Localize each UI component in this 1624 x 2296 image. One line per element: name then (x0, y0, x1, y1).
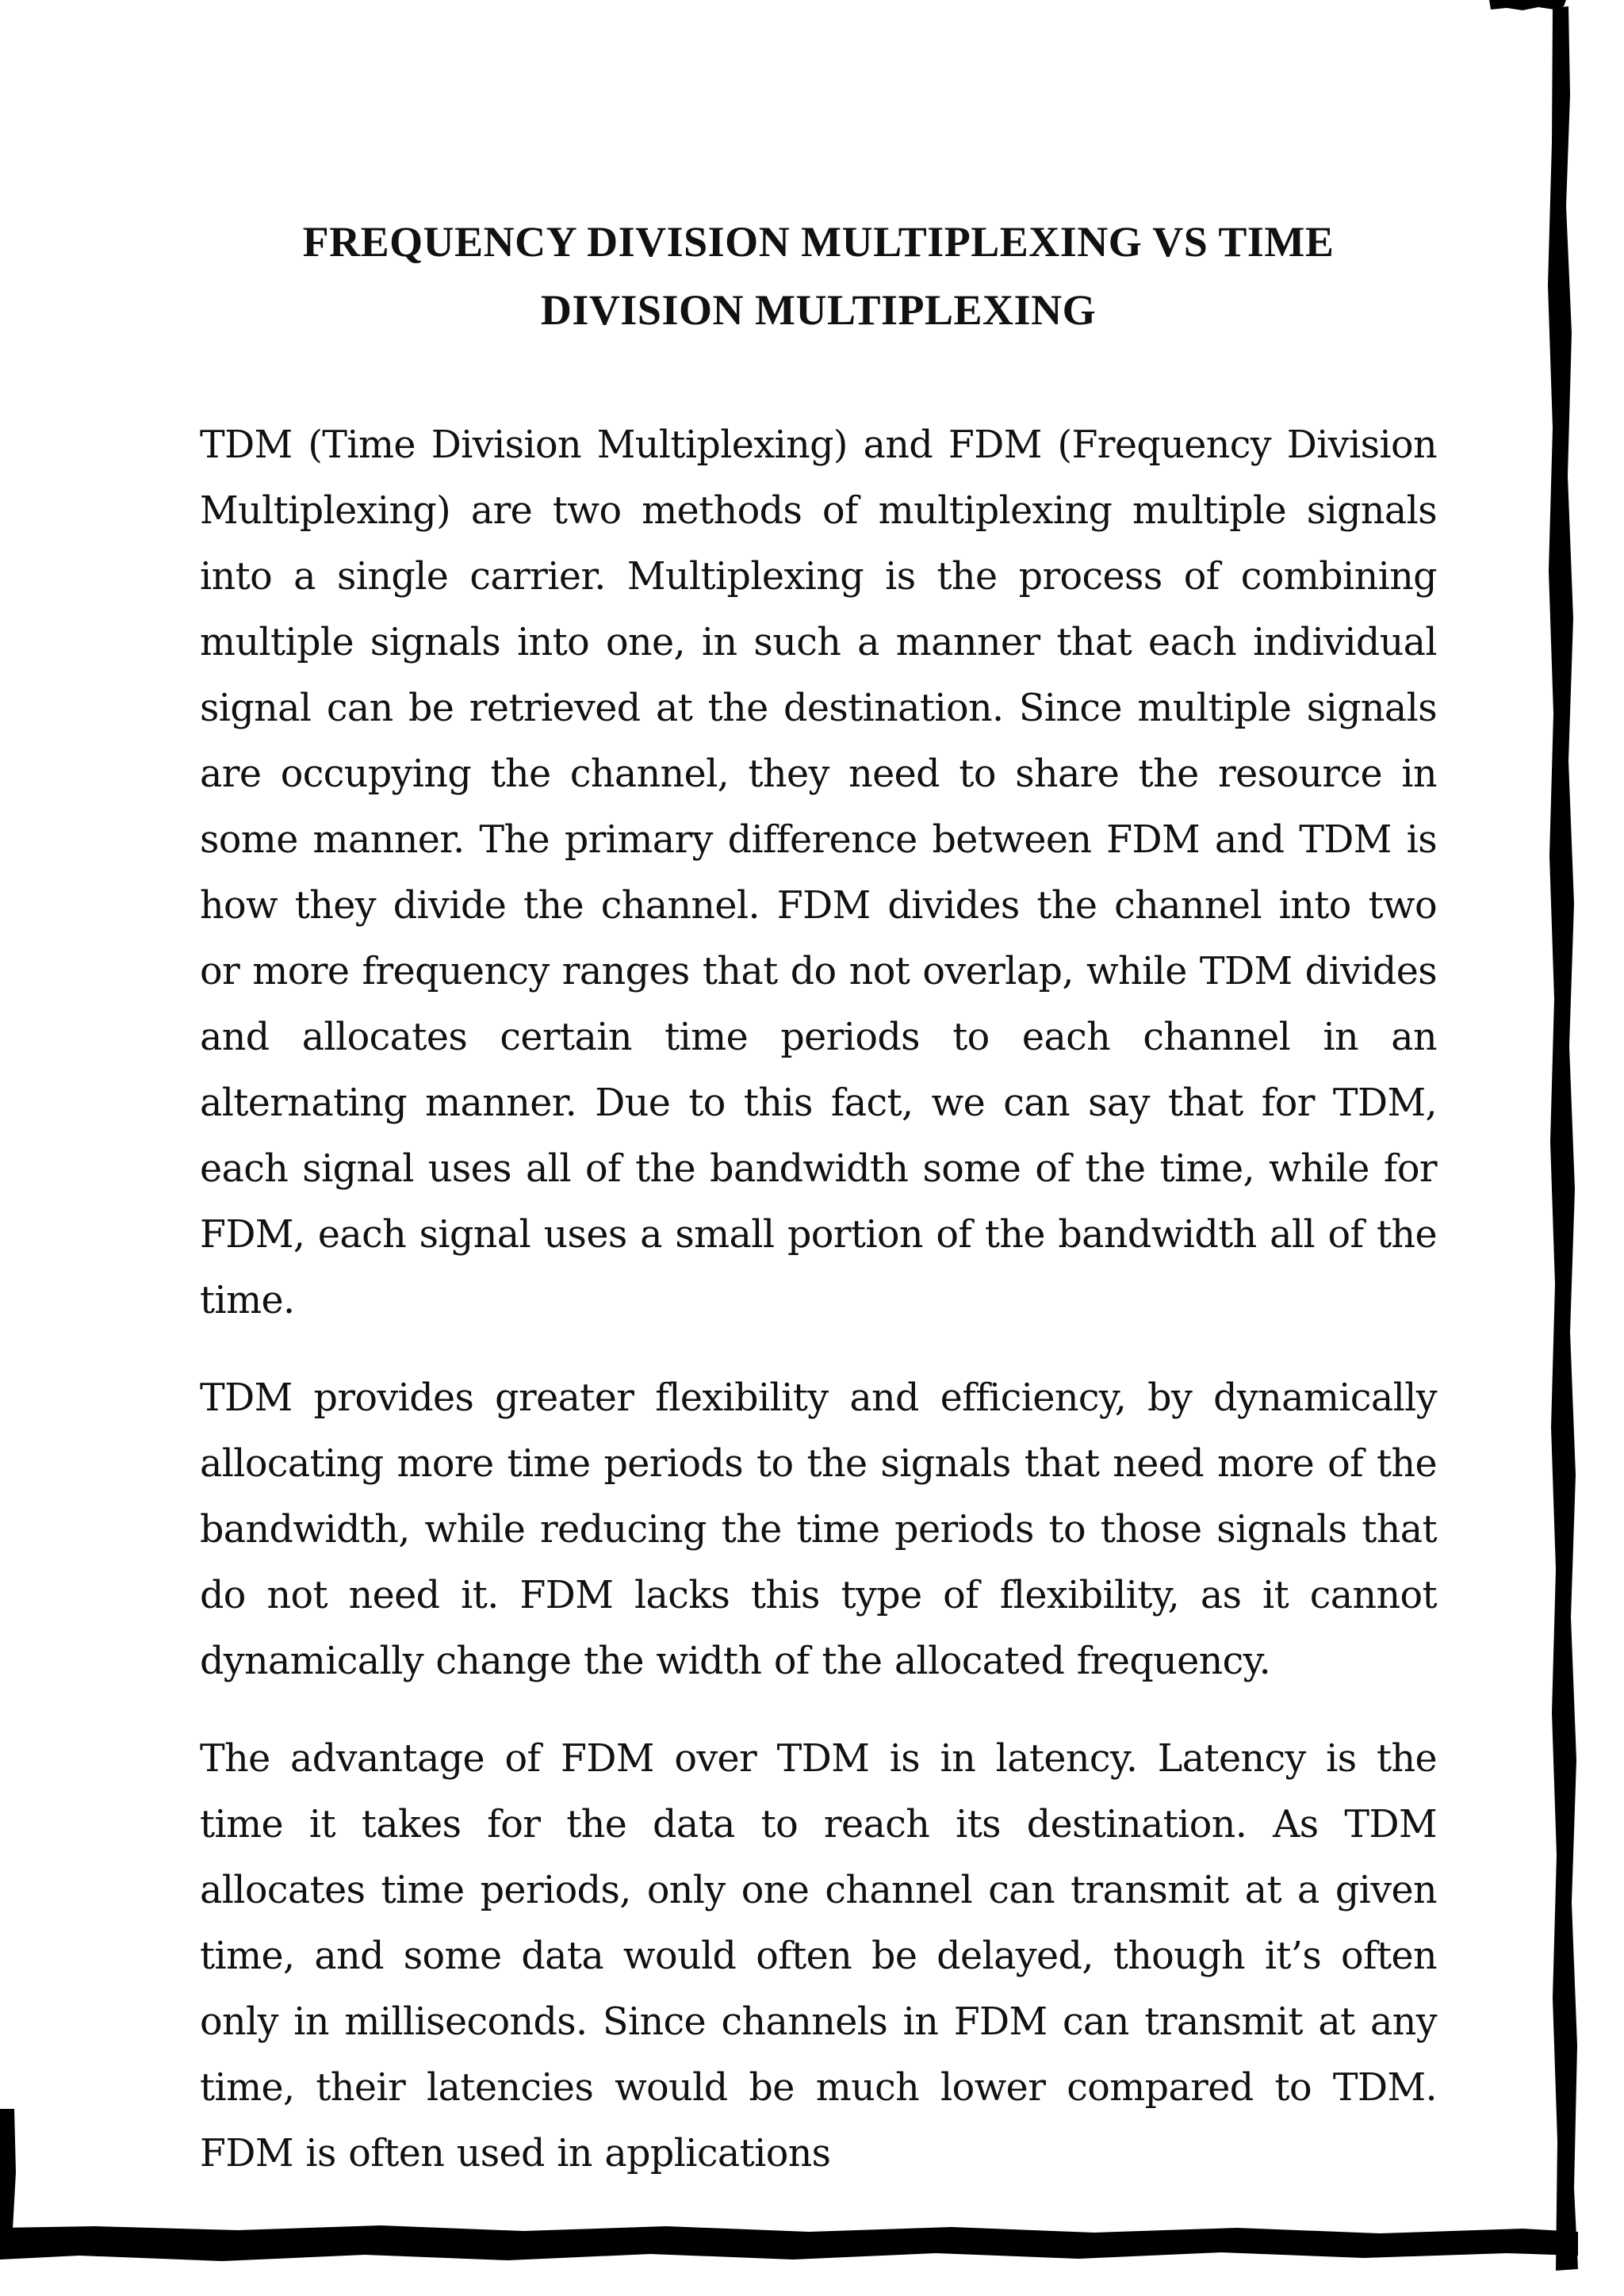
left-edge-corner (0, 2109, 16, 2229)
document-title (200, 208, 1437, 344)
paragraph-3: The advantage of FDM over TDM is in latency. Latency is the time it takes for the data to reach its destination. As TDM allocates time periods, only one channel can transmit at a given time, and some data would often be delayed, though it’s often only in milliseconds. Since channels in FDM can transmit at any time, their latencies would be much lower compared to TDM. FDM is often used in applications (200, 1737, 1437, 2175)
bottom-edge-border (0, 2225, 1578, 2261)
paragraph-2: TDM provides greater flexibility and efficiency, by dynamically allocating more time periods to the signals that need more of the bandwidth, while reducing the time periods to those signals that do not need it. FDM lacks this type of flexibility, as it cannot dynamically change the width of the allocated frequency. (200, 1376, 1437, 1683)
document-body (200, 208, 1437, 2218)
title-line-2: DIVISION MULTIPLEXING (540, 286, 1097, 334)
paragraph-1: TDM (Time Division Multiplexing) and FDM (Frequency Division Multiplexing) are two methods of multiplexing multiple signals into a single carrier. Multiplexing is the process of combining multiple signals into one, in such a manner that each individual signal can be retrieved at the destination. Since multiple signals are occupying the channel, they need to share the resource in some manner. The primary difference between FDM and TDM is how they divide the channel. FDM divides the channel into two or more frequency ranges that do not overlap, while TDM divides and allocates certain time periods to each channel in an alternating manner. Due to this fact, we can say that for TDM, each signal uses all of the bandwidth some of the time, while for FDM, each signal uses a small portion of the bandwidth all of the time. (200, 423, 1437, 1322)
right-edge-border (1548, 6, 1578, 2271)
title-line-1: FREQUENCY DIVISION MULTIPLEXING VS TIME (302, 218, 1335, 266)
